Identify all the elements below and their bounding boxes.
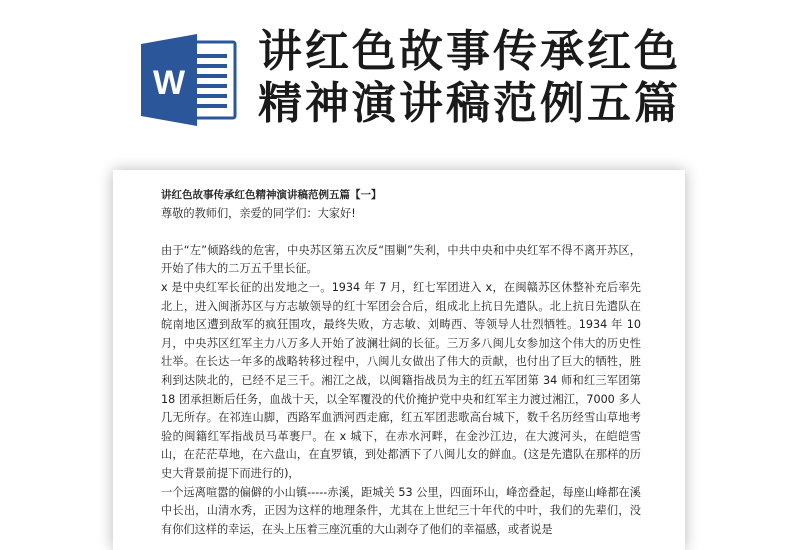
page-title-line-2: 精神演讲稿范例五篇 (258, 78, 681, 129)
word-icon (139, 32, 239, 128)
document-paragraph-1: 由于“左”倾路线的危害，中央苏区第五次反“围剿”失利，中共中央和中央红军不得不离开苏区，开始了伟大的二万五千里长征。 (161, 243, 641, 276)
document-body (161, 186, 641, 539)
word-icon-letter: W (152, 64, 186, 102)
document-heading: 讲红色故事传承红色精神演讲稿范例五篇【一】 (161, 189, 382, 201)
document-paragraph-2: x 是中央红军长征的出发地之一。1934 年 7 月，红七军团进入 x，在闽赣苏区休整补充后率先北上，进入闽浙苏区与方志敏领导的红十军团会合后，组成北上抗日先遣队。北上抗日先遣队在皖南地区遭到敌军的疯狂围攻，最终失败，方志敏、刘畴西、等领导人壮烈牺牲。1934 年 10 月，中央苏区红军主力八万多人开始了波澜壮阔的长征。三万多八闽儿女参加这个伟大的历史性壮举。在长达一年多的战略转移过程中，八闽儿女做出了伟大的贡献，也付出了巨大的牺牲，胜利到达陕北的，已经不足三千。湘江之战，以闽籍指战员为主的红五军团第 34 师和红三军团第 18 团承担断后任务，血战十天，以全军覆没的代价掩护党中央和红军主力渡过湘江，7000 多人几无所存。在祁连山脚，西路军血洒河西走廊，红五军团悲歌高台城下，数千名历经雪山草地考验的闽籍红军指战员马革裹尸。在 x 城下，在赤水河畔，在金沙江边，在大渡河头，在皑皑雪山，在茫茫草地，在六盘山，在直罗镇，到处都洒下了八闽儿女的鲜血。(这是先遣队在那样的历史大背景前提下而进行的)， (161, 280, 641, 480)
document-greeting: 尊敬的教师们，亲爱的同学们：大家好! (161, 206, 356, 220)
page-title-line-1: 讲红色故事传承红色 (258, 26, 681, 77)
document-paragraph-3: 一个远离喧嚣的偏僻的小山镇-----赤溪，距城关 53 公里，四面环山，峰峦叠起，每座山峰都在溪中长出，山清水秀，正因为这样的地理条件，尤其在上世纪三十年代的中叶，我们的先辈们，没有你们这样的幸运，在头上压着三座沉重的大山剥夺了他们的幸福感，或者说是 (161, 485, 641, 536)
page-title (258, 26, 688, 130)
blank-line (161, 223, 641, 242)
document-page (113, 170, 685, 550)
